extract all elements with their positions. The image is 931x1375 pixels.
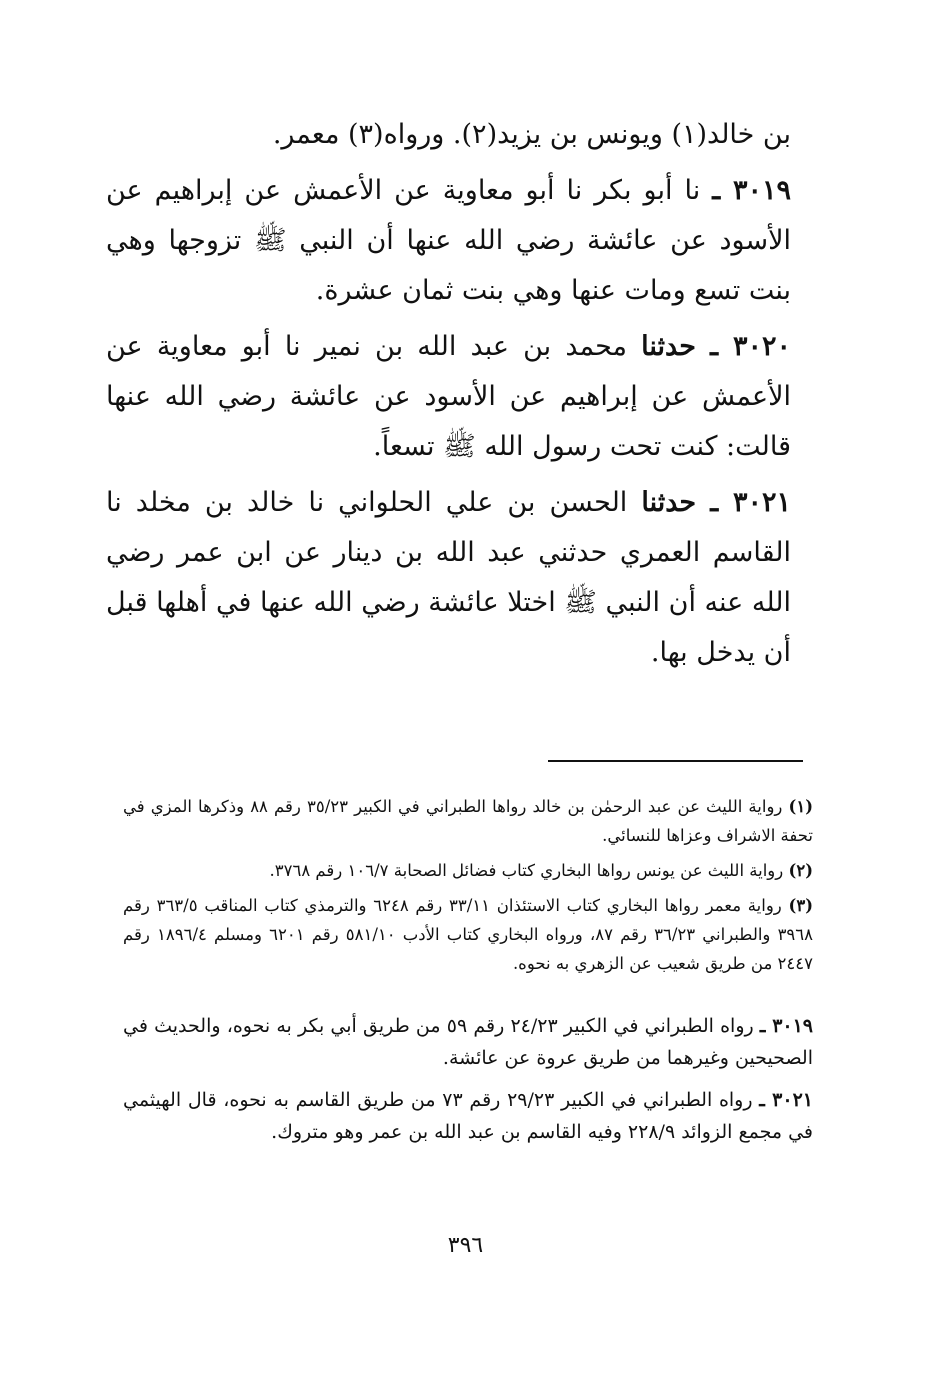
footnote-number: (١) <box>788 797 814 816</box>
hadith-number: ٣٠١٩ ـ <box>712 175 791 206</box>
reference-3021 <box>123 1084 813 1148</box>
hadith-3020 <box>106 322 791 472</box>
reference-number: ٣٠١٩ ـ <box>759 1015 814 1037</box>
reference-text: رواه الطبراني في الكبير ٢٩/٢٣ رقم ٧٣ من طريق القاسم به نحوه، قال الهيثمي في مجمع الزوائد ٢٢٨/٩ وفيه القاسم بن عبد الله بن عمر وهو متروك. <box>123 1089 813 1143</box>
hadith-number: ٣٠٢١ ـ <box>710 487 791 518</box>
hadith-references <box>123 1010 813 1158</box>
footnote-number: (٢) <box>788 861 813 880</box>
footnote-1 <box>123 792 813 850</box>
footnote-text: رواية الليث عن يونس رواها البخاري كتاب فضائل الصحابة ١٠٦/٧ رقم ٣٧٦٨. <box>269 861 784 880</box>
footnote-3 <box>123 891 813 978</box>
footnote-number: (٣) <box>788 896 813 915</box>
hadith-lead-word: حدثنا <box>641 487 697 518</box>
footnote-2 <box>123 856 813 885</box>
main-text <box>106 110 791 684</box>
footnote-text: رواية معمر رواها البخاري كتاب الاستئذان ٣٣/١١ رقم ٦٢٤٨ والترمذي كتاب المناقب ٣٦٣/٥ رقم ٣٩٦٨ والطبراني ٣٦/٢٣ رقم ٨٧، ورواه البخاري كتاب الأدب ٥٨١/١٠ رقم ٦٢٠١ ومسلم ١٨٩٦/٤ رقم ٢٤٤٧ من طريق شعيب عن الزهري به نحوه. <box>123 896 814 973</box>
reference-text: رواه الطبراني في الكبير ٢٤/٢٣ رقم ٥٩ من طريق أبي بكر به نحوه، والحديث في الصحيحين وغيرهما من طريق عروة عن عائشة. <box>123 1015 813 1069</box>
footnote-divider <box>548 760 803 762</box>
footnote-text: رواية الليث عن عبد الرحمٰن بن خالد رواها الطبراني في الكبير ٣٥/٢٣ رقم ٨٨ وذكرها المزي في تحفة الاشراف وعزاها للنسائي. <box>123 797 813 845</box>
footnotes <box>123 792 813 984</box>
hadith-3021 <box>106 478 791 678</box>
hadith-lead-word: حدثنا <box>641 331 696 362</box>
reference-3019 <box>123 1010 813 1074</box>
hadith-text: نا أبو بكر نا أبو معاوية عن الأعمش عن إبراهيم عن الأسود عن عائشة رضي الله عنها أن النبي ﷺ تزوجها وهي بنت تسع ومات عنها وهي بنت ثمان عشرة. <box>106 175 791 306</box>
hadith-3019 <box>106 166 791 316</box>
reference-number: ٣٠٢١ ـ <box>759 1089 813 1111</box>
hadith-number: ٣٠٢٠ ـ <box>710 331 791 362</box>
page-number: ٣٩٦ <box>447 1233 484 1258</box>
paragraph-continuation: بن خالد(١) ويونس بن يزيد(٢). ورواه(٣) معمر. <box>272 119 791 150</box>
hadith-text: محمد بن عبد الله بن نمير نا أبو معاوية عن الأعمش عن إبراهيم عن الأسود عن عائشة رضي الله عنها قالت: كنت تحت رسول الله ﷺ تسعاً. <box>106 331 791 462</box>
hadith-text: الحسن بن علي الحلواني نا خالد بن مخلد نا القاسم العمري حدثني عبد الله بن دينار عن ابن عمر رضي الله عنه أن النبي ﷺ اختلا عائشة رضي الله عنها في أهلها قبل أن يدخل بها. <box>105 487 791 668</box>
